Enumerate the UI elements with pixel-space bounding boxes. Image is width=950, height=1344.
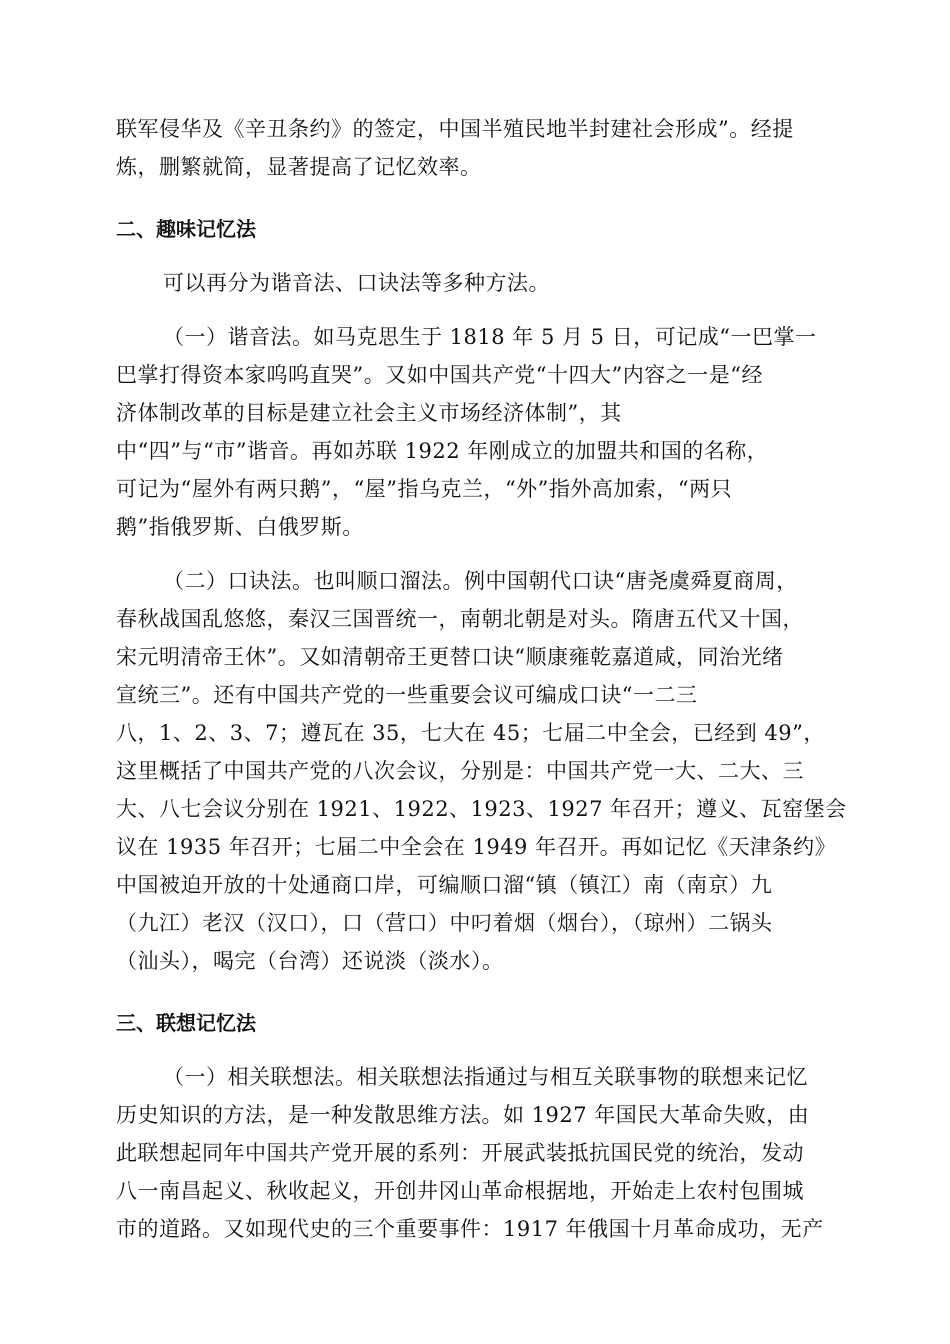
section-heading: 三、联想记忆法 xyxy=(116,1011,256,1035)
paragraph-line: （一）谐音法。如马克思生于 1818 年 5 月 5 日，可记成“一巴掌一 xyxy=(163,325,817,349)
paragraph-line: 济体制改革的目标是建立社会主义市场经济体制”，其 xyxy=(116,401,622,425)
paragraph-line: 这里概括了中国共产党的八次会议，分别是：中国共产党一大、二大、三 xyxy=(116,759,804,783)
paragraph-line: 可记为“屋外有两只鹅”，“屋”指乌克兰，“外”指外高加索，“两只 xyxy=(116,477,733,501)
paragraph-line: 巴掌打得资本家呜呜直哭”。又如中国共产党“十四大”内容之一是“经 xyxy=(116,363,763,387)
paragraph-line: 中“四”与“市”谐音。再如苏联 1922 年刚成立的加盟共和国的名称， xyxy=(116,439,769,463)
paragraph-line: 议在 1935 年召开；七届二中全会在 1949 年召开。再如记忆《天津条约》 xyxy=(116,835,837,859)
paragraph-line: 历史知识的方法，是一种发散思维方法。如 1927 年国民大革命失败，由 xyxy=(116,1103,810,1127)
paragraph-line: 市的道路。又如现代史的三个重要事件：1917 年俄国十月革命成功，无产 xyxy=(116,1217,824,1241)
paragraph-line: 宋元明清帝王休”。又如清朝帝王更替口诀“顺康雍乾嘉道咸，同治光绪 xyxy=(116,645,784,669)
paragraph-line: 春秋战国乱悠悠，秦汉三国晋统一，南朝北朝是对头。隋唐五代又十国， xyxy=(116,607,804,631)
top-paragraph xyxy=(116,110,832,186)
paragraph-line: （九江）老汉（汉口），口（营口）中叼着烟（烟台），（琼州）二锅头 xyxy=(116,911,773,935)
paragraph-homophone xyxy=(116,318,832,546)
paragraph-line: 大、八七会议分别在 1921、1922、1923、1927 年召开；遵义、瓦窑堡会 xyxy=(116,797,847,821)
paragraph-line: 八，1、2、3、7；遵瓦在 35，七大在 45；七届二中全会，已经到 49”， xyxy=(116,721,825,745)
paragraph-rhyme xyxy=(116,562,847,980)
paragraph-line: 中国被迫开放的十处通商口岸，可编顺口溜“镇（镇江）南（南京）九 xyxy=(116,873,773,897)
paragraph-line: 鹅”指俄罗斯、白俄罗斯。 xyxy=(116,515,364,539)
paragraph-line: （汕头），喝完（台湾）还说淡（淡水）。 xyxy=(116,949,504,973)
section-heading: 二、趣味记忆法 xyxy=(116,217,256,241)
paragraph-line: 八一南昌起义、秋收起义，开创井冈山革命根据地，开始走上农村包围城 xyxy=(116,1179,804,1203)
paragraph-line: 此联想起同年中国共产党开展的系列：开展武装抵抗国民党的统治，发动 xyxy=(116,1141,804,1165)
paragraph-line: 炼，删繁就简，显著提高了记忆效率。 xyxy=(116,155,482,179)
paragraph-association xyxy=(116,1058,832,1248)
paragraph-line: （二）口诀法。也叫顺口溜法。例中国朝代口诀“唐尧虞舜夏商周， xyxy=(163,569,798,593)
paragraph-line: （一）相关联想法。相关联想法指通过与相互关联事物的联想来记忆 xyxy=(163,1065,808,1089)
paragraph-line: 联军侵华及《辛丑条约》的签定，中国半殖民地半封建社会形成”。经提 xyxy=(116,117,794,141)
document-page xyxy=(116,110,847,1248)
paragraph-line: 宣统三”。还有中国共产党的一些重要会议可编成口诀“一二三 xyxy=(116,683,698,707)
section-intro: 可以再分为谐音法、口诀法等多种方法。 xyxy=(163,271,550,295)
